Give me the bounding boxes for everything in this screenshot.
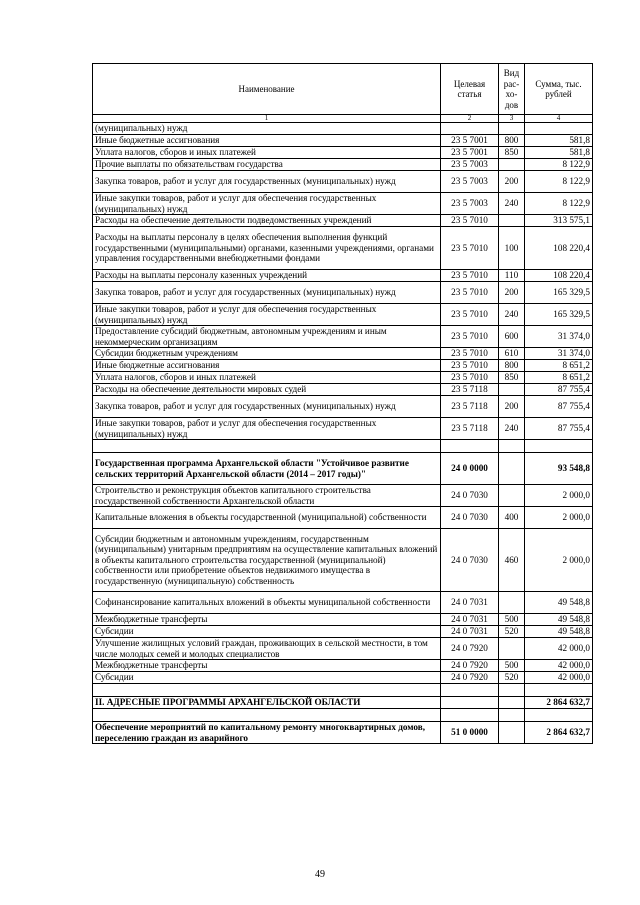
row-sum: 8 122,9 [525, 171, 593, 193]
page-number: 49 [315, 869, 325, 880]
table-row [93, 529, 593, 592]
row-target-article: 23 5 7010 [441, 372, 499, 384]
row-expense-type: 200 [499, 171, 525, 193]
row-target-article: 24 0 7030 [441, 507, 499, 529]
row-target-article [441, 697, 499, 709]
row-target-article: 51 0 0000 [441, 722, 499, 744]
row-expense-type: 800 [499, 360, 525, 372]
row-sum: 581,8 [525, 147, 593, 159]
row-sum [525, 123, 593, 135]
row-expense-type: 110 [499, 270, 525, 282]
row-target-article: 23 5 7001 [441, 135, 499, 147]
table-row [93, 135, 593, 147]
row-name [93, 709, 441, 722]
table-row [93, 360, 593, 372]
column-index: 4 [525, 115, 593, 123]
row-expense-type: 400 [499, 507, 525, 529]
row-sum: 2 000,0 [525, 529, 593, 592]
header-sum: Сумма, тыс. рублей [525, 64, 593, 115]
row-name [93, 440, 441, 453]
row-sum: 93 548,8 [525, 453, 593, 485]
row-sum: 31 374,0 [525, 326, 593, 348]
row-target-article [441, 684, 499, 697]
row-target-article: 23 5 7010 [441, 348, 499, 360]
row-expense-type: 460 [499, 529, 525, 592]
row-target-article: 24 0 0000 [441, 453, 499, 485]
row-expense-type [499, 709, 525, 722]
row-expense-type: 240 [499, 193, 525, 215]
row-expense-type [499, 384, 525, 396]
row-expense-type [499, 215, 525, 227]
document-page [92, 63, 592, 744]
row-name: Обеспечение мероприятий по капитальному ремонту многоквартирных домов, переселению граждан из аварийного [93, 722, 441, 744]
table-row [93, 282, 593, 304]
row-target-article: 23 5 7003 [441, 159, 499, 171]
table-row [93, 672, 593, 684]
row-target-article: 24 0 7031 [441, 614, 499, 626]
row-name: Иные закупки товаров, работ и услуг для обеспечения государственных (муниципальных) нужд [93, 304, 441, 326]
row-name: Субсидии [93, 626, 441, 638]
row-expense-type [499, 638, 525, 660]
row-expense-type: 520 [499, 672, 525, 684]
row-expense-type [499, 697, 525, 709]
row-name: Расходы на выплаты персоналу в целях обеспечения выполнения функций государственными (муниципальными) органами, казенными учреждениями, органами управления государственными внебюджетными фондами [93, 227, 441, 270]
row-expense-type [499, 684, 525, 697]
row-target-article: 23 5 7010 [441, 215, 499, 227]
row-sum: 8 122,9 [525, 193, 593, 215]
row-expense-type: 800 [499, 135, 525, 147]
header-expense-type: Вид рас-хо-дов [499, 64, 525, 115]
row-target-article: 24 0 7920 [441, 660, 499, 672]
row-sum: 42 000,0 [525, 638, 593, 660]
row-name: Расходы на обеспечение деятельности подведомственных учреждений [93, 215, 441, 227]
row-name: Субсидии бюджетным и автономным учреждениям, государственным (муниципальным) унитарным предприятиям на осуществление капитальных вложений в объекты капитального строительства государственной (муниципальной) собственности или приобретение объектов недвижимого имущества в государственную (муниципальную) собственность [93, 529, 441, 592]
row-sum: 313 575,1 [525, 215, 593, 227]
table-row [93, 660, 593, 672]
row-target-article: 24 0 7920 [441, 672, 499, 684]
row-target-article: 23 5 7010 [441, 326, 499, 348]
row-expense-type [499, 453, 525, 485]
table-row [93, 193, 593, 215]
row-target-article: 23 5 7010 [441, 360, 499, 372]
row-expense-type: 240 [499, 418, 525, 440]
table-row [93, 348, 593, 360]
table-row [93, 384, 593, 396]
row-expense-type [499, 440, 525, 453]
row-name: Межбюджетные трансферты [93, 660, 441, 672]
row-sum [525, 684, 593, 697]
table-row [93, 697, 593, 709]
row-target-article: 23 5 7003 [441, 193, 499, 215]
row-target-article: 24 0 7031 [441, 626, 499, 638]
row-sum: 2 000,0 [525, 485, 593, 507]
table-row [93, 227, 593, 270]
table-row [93, 418, 593, 440]
row-expense-type: 200 [499, 282, 525, 304]
row-name: Предоставление субсидий бюджетным, автономным учреждениям и иным некоммерческим организациям [93, 326, 441, 348]
table-row [93, 123, 593, 135]
row-name [93, 684, 441, 697]
column-index-row [93, 115, 593, 123]
row-expense-type [499, 123, 525, 135]
table-row [93, 440, 593, 453]
table-row [93, 159, 593, 171]
row-sum [525, 709, 593, 722]
row-target-article: 23 5 7010 [441, 227, 499, 270]
table-row [93, 372, 593, 384]
row-name: Межбюджетные трансферты [93, 614, 441, 626]
row-sum: 8 651,2 [525, 360, 593, 372]
budget-table [92, 63, 593, 744]
row-sum: 87 755,4 [525, 384, 593, 396]
row-expense-type: 850 [499, 372, 525, 384]
column-index: 2 [441, 115, 499, 123]
header-target-article: Целевая статья [441, 64, 499, 115]
table-row [93, 453, 593, 485]
row-sum: 8 122,9 [525, 159, 593, 171]
row-target-article [441, 440, 499, 453]
row-name: Государственная программа Архангельской области "Устойчивое развитие сельских территорий Архангельской области (2014 – 2017 годы)" [93, 453, 441, 485]
row-expense-type: 600 [499, 326, 525, 348]
row-sum: 165 329,5 [525, 304, 593, 326]
table-row [93, 684, 593, 697]
table-row [93, 326, 593, 348]
row-name: Иные закупки товаров, работ и услуг для обеспечения государственных (муниципальных) нужд [93, 418, 441, 440]
row-target-article: 23 5 7010 [441, 282, 499, 304]
column-index: 3 [499, 115, 525, 123]
table-row [93, 614, 593, 626]
row-name: Иные бюджетные ассигнования [93, 360, 441, 372]
row-sum: 49 548,8 [525, 592, 593, 614]
table-row [93, 215, 593, 227]
row-expense-type [499, 485, 525, 507]
table-row [93, 507, 593, 529]
table-row [93, 722, 593, 744]
row-name: Строительство и реконструкция объектов капитального строительства государственной собственности Архангельской области [93, 485, 441, 507]
row-name: Субсидии бюджетным учреждениям [93, 348, 441, 360]
row-name: Субсидии [93, 672, 441, 684]
row-sum: 165 329,5 [525, 282, 593, 304]
row-expense-type: 200 [499, 396, 525, 418]
row-target-article: 23 5 7001 [441, 147, 499, 159]
row-name: Капитальные вложения в объекты государственной (муниципальной) собственности [93, 507, 441, 529]
row-target-article: 23 5 7118 [441, 384, 499, 396]
row-name: Улучшение жилищных условий граждан, проживающих в сельской местности, в том числе молодых семей и молодых специалистов [93, 638, 441, 660]
row-target-article: 23 5 7118 [441, 418, 499, 440]
table-row [93, 638, 593, 660]
row-expense-type: 100 [499, 227, 525, 270]
row-sum: 581,8 [525, 135, 593, 147]
row-expense-type: 850 [499, 147, 525, 159]
row-sum: 108 220,4 [525, 270, 593, 282]
row-name: II. АДРЕСНЫЕ ПРОГРАММЫ АРХАНГЕЛЬСКОЙ ОБЛАСТИ [93, 697, 441, 709]
row-name: Расходы на обеспечение деятельности мировых судей [93, 384, 441, 396]
row-expense-type: 500 [499, 660, 525, 672]
table-header-row [93, 64, 593, 115]
row-target-article: 23 5 7010 [441, 270, 499, 282]
row-name: Софинансирование капитальных вложений в объекты муниципальной собственности [93, 592, 441, 614]
row-target-article [441, 709, 499, 722]
row-sum: 49 548,8 [525, 614, 593, 626]
row-expense-type [499, 722, 525, 744]
row-name: Иные закупки товаров, работ и услуг для обеспечения государственных (муниципальных) нужд [93, 193, 441, 215]
table-row [93, 270, 593, 282]
row-sum: 31 374,0 [525, 348, 593, 360]
row-target-article: 23 5 7010 [441, 304, 499, 326]
row-name: Закупка товаров, работ и услуг для государственных (муниципальных) нужд [93, 282, 441, 304]
row-target-article: 23 5 7118 [441, 396, 499, 418]
header-name: Наименование [93, 64, 441, 115]
row-target-article: 24 0 7031 [441, 592, 499, 614]
row-sum: 87 755,4 [525, 418, 593, 440]
row-target-article: 23 5 7003 [441, 171, 499, 193]
row-sum: 49 548,8 [525, 626, 593, 638]
row-sum: 42 000,0 [525, 672, 593, 684]
row-name: Уплата налогов, сборов и иных платежей [93, 372, 441, 384]
row-expense-type: 500 [499, 614, 525, 626]
table-row [93, 147, 593, 159]
row-expense-type [499, 592, 525, 614]
row-expense-type: 520 [499, 626, 525, 638]
row-target-article: 24 0 7030 [441, 485, 499, 507]
row-target-article: 24 0 7920 [441, 638, 499, 660]
row-name: Иные бюджетные ассигнования [93, 135, 441, 147]
row-sum: 2 864 632,7 [525, 697, 593, 709]
row-name: Закупка товаров, работ и услуг для государственных (муниципальных) нужд [93, 171, 441, 193]
row-target-article [441, 123, 499, 135]
row-expense-type: 610 [499, 348, 525, 360]
table-row [93, 396, 593, 418]
row-sum [525, 440, 593, 453]
row-sum: 8 651,2 [525, 372, 593, 384]
row-sum: 87 755,4 [525, 396, 593, 418]
row-expense-type: 240 [499, 304, 525, 326]
column-index: 1 [93, 115, 441, 123]
row-sum: 108 220,4 [525, 227, 593, 270]
row-sum: 42 000,0 [525, 660, 593, 672]
row-name: Уплата налогов, сборов и иных платежей [93, 147, 441, 159]
row-expense-type [499, 159, 525, 171]
row-name: Прочие выплаты по обязательствам государства [93, 159, 441, 171]
row-sum: 2 864 632,7 [525, 722, 593, 744]
table-row [93, 485, 593, 507]
table-row [93, 304, 593, 326]
row-name: (муниципальных) нужд [93, 123, 441, 135]
table-row [93, 171, 593, 193]
table-row [93, 626, 593, 638]
row-sum: 2 000,0 [525, 507, 593, 529]
row-target-article: 24 0 7030 [441, 529, 499, 592]
row-name: Закупка товаров, работ и услуг для государственных (муниципальных) нужд [93, 396, 441, 418]
table-row [93, 592, 593, 614]
row-name: Расходы на выплаты персоналу казенных учреждений [93, 270, 441, 282]
table-row [93, 709, 593, 722]
